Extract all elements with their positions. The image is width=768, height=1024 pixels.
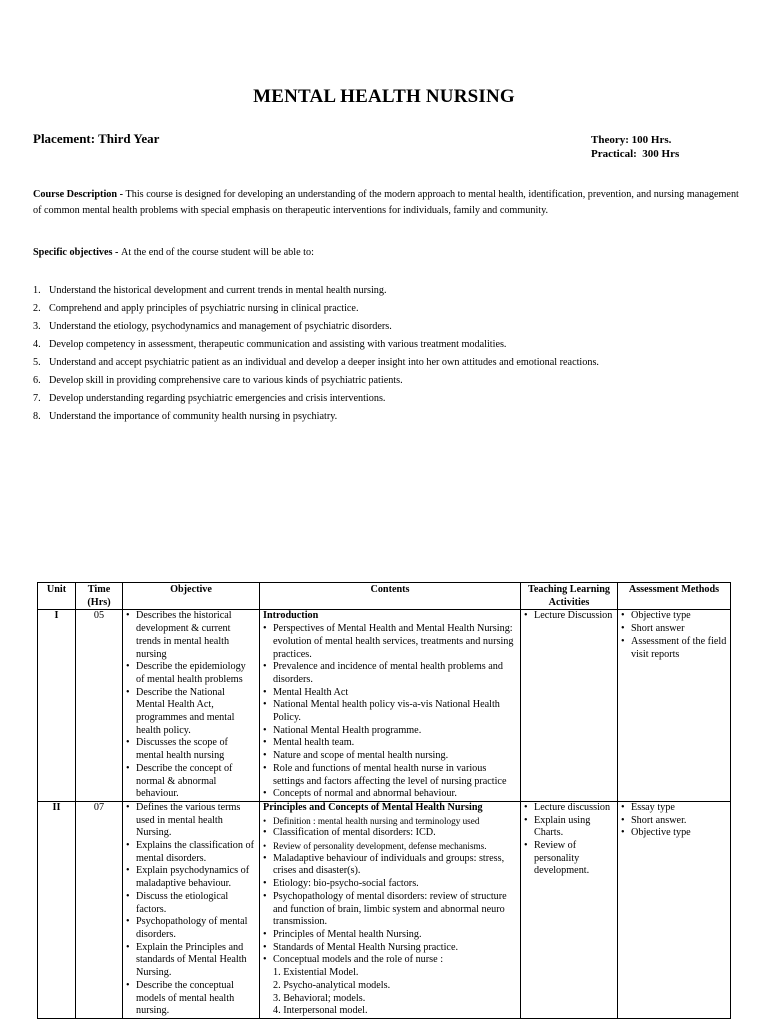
objective-item: 7. Develop understanding regarding psychiatric emergencies and crisis interventions.	[33, 393, 386, 404]
objective-item: 4. Develop competency in assessment, therapeutic communication and assisting with various treatment modalities.	[33, 339, 507, 350]
assessment-cell	[618, 610, 731, 802]
objective-cell	[123, 801, 260, 1018]
contents-bullet: • Review of personality development, defense mechanisms.	[263, 840, 517, 853]
assessment-bullet: • Short answer	[621, 623, 727, 636]
unit-cell: II	[38, 801, 76, 1018]
teaching-cell	[521, 801, 618, 1018]
assessment-bullet: • Assessment of the field visit reports	[621, 636, 727, 661]
objective-item: 2. Comprehend and apply principles of psychiatric nursing in clinical practice.	[33, 303, 359, 314]
contents-heading: Introduction	[263, 610, 319, 622]
objective-bullet: • Describe the epidemiology of mental health problems	[126, 661, 256, 686]
contents-bullet: • Role and functions of mental health nurse in various settings and factors affecting the level of nursing practice	[263, 763, 517, 788]
objective-bullet: • Describe the concept of normal & abnormal behaviour.	[126, 763, 256, 801]
header-assessment-methods: Assessment Methods	[618, 583, 731, 610]
contents-bullet: • National Mental health policy vis-a-vis National Health Policy.	[263, 699, 517, 724]
contents-bullet: • Perspectives of Mental Health and Mental Health Nursing: evolution of mental health services, treatments and nursing practices.	[263, 623, 517, 661]
objective-bullet: • Psychopathology of mental disorders.	[126, 916, 256, 941]
contents-bullet: • Etiology: bio-psycho-social factors.	[263, 878, 517, 891]
contents-bullet: • Concepts of normal and abnormal behaviour.	[263, 788, 517, 801]
contents-bullet: • Prevalence and incidence of mental health problems and disorders.	[263, 661, 517, 686]
objective-item: 8. Understand the importance of community health nursing in psychiatry.	[33, 411, 338, 422]
contents-bullet: • Classification of mental disorders: ICD.	[263, 827, 517, 840]
contents-bullet: • Standards of Mental Health Nursing practice.	[263, 942, 517, 955]
unit-cell: I	[38, 610, 76, 802]
objective-bullet: • Defines the various terms used in mental health Nursing.	[126, 802, 256, 840]
placement-label: Placement: Third Year	[33, 131, 160, 146]
practical-hours: Practical: 300 Hrs	[591, 148, 680, 160]
contents-cell	[260, 610, 521, 802]
objective-item: 3. Understand the etiology, psychodynamics and management of psychiatric disorders.	[33, 321, 392, 332]
teaching-cell	[521, 610, 618, 802]
teaching-bullet: • Lecture Discussion	[524, 610, 614, 623]
contents-bullet: • Mental Health Act	[263, 687, 517, 700]
document-title: MENTAL HEALTH NURSING	[253, 86, 515, 107]
objective-bullet: • Explain the Principles and standards of Mental Health Nursing.	[126, 942, 256, 980]
header-unit: Unit	[38, 583, 76, 610]
contents-bullet: • Maladaptive behaviour of individuals and groups: stress, crises and disaster(s).	[263, 853, 517, 878]
teaching-bullet: • Explain using Charts.	[524, 815, 614, 840]
table-header-row	[38, 583, 731, 610]
assessment-cell	[618, 801, 731, 1018]
table-row	[38, 610, 731, 802]
course-description-text: This course is designed for developing an understanding of the modern approach to mental health, identification, prevention, and nursing management of common mental health problems with special emphasis on therapeutic interventions for individuals, family and community.	[33, 189, 739, 216]
assessment-bullet: • Short answer.	[621, 815, 727, 828]
teaching-bullet: • Lecture discussion	[524, 802, 614, 815]
contents-bullet: • Nature and scope of mental health nursing.	[263, 750, 517, 763]
hours-block	[591, 133, 679, 161]
header-contents: Contents	[260, 583, 521, 610]
objectives-list	[33, 284, 733, 428]
course-description-label: Course Description -	[33, 189, 126, 200]
objective-item: 6. Develop skill in providing comprehensive care to various kinds of psychiatric patients.	[33, 375, 403, 386]
contents-bullet: • Mental health team.	[263, 737, 517, 750]
header-objective: Objective	[123, 583, 260, 610]
objective-item: 5. Understand and accept psychiatric patient as an individual and develop a deeper insight into her own attitudes and emotional reactions.	[33, 357, 599, 368]
objective-bullet: • Discuss the etiological factors.	[126, 891, 256, 916]
time-cell: 07	[76, 801, 123, 1018]
course-description	[33, 187, 745, 218]
objective-bullet: • Describe the conceptual models of mental health nursing.	[126, 980, 256, 1018]
contents-heading: Principles and Concepts of Mental Health Nursing	[263, 801, 483, 813]
model-item: 4. Interpersonal model.	[273, 1005, 368, 1017]
teaching-bullet: • Review of personality development.	[524, 840, 614, 878]
assessment-bullet: • Objective type	[621, 827, 727, 840]
assessment-bullet: • Objective type	[621, 610, 727, 623]
model-item: 3. Behavioral; models.	[273, 992, 366, 1004]
header-teaching-activities: Teaching Learning Activities	[521, 583, 618, 610]
model-item: 1. Existential Model.	[273, 967, 359, 979]
objective-cell	[123, 610, 260, 802]
contents-bullet: • National Mental Health programme.	[263, 725, 517, 738]
table-row	[38, 801, 731, 1018]
objective-bullet: • Discusses the scope of mental health nursing	[126, 737, 256, 762]
objective-bullet: • Explain psychodynamics of maladaptive behaviour.	[126, 865, 256, 890]
objective-item: 1. Understand the historical development and current trends in mental health nursing.	[33, 285, 387, 296]
model-item: 2. Psycho-analytical models.	[273, 979, 391, 991]
specific-objectives-intro	[33, 247, 314, 258]
contents-bullet: • Psychopathology of mental disorders: review of structure and function of brain, limbic system and abnormal neuro transmission.	[263, 891, 517, 929]
objective-bullet: • Explains the classification of mental disorders.	[126, 840, 256, 865]
assessment-bullet: • Essay type	[621, 802, 727, 815]
time-cell: 05	[76, 610, 123, 802]
contents-bullet: • Definition : mental health nursing and terminology used	[263, 815, 517, 828]
objective-bullet: • Describe the National Mental Health Act, programmes and mental health policy.	[126, 687, 256, 738]
specific-objectives-text: At the end of the course student will be able to:	[120, 247, 314, 258]
contents-bullet: • Principles of Mental health Nursing.	[263, 929, 517, 942]
header-time: Time (Hrs)	[76, 583, 123, 610]
contents-cell	[260, 801, 521, 1018]
objective-bullet: • Describes the historical development & current trends in mental health nursing	[126, 610, 256, 661]
contents-bullet: • Conceptual models and the role of nurse :	[263, 954, 517, 967]
specific-objectives-label: Specific objectives -	[33, 247, 121, 258]
course-table	[37, 582, 731, 1019]
theory-hours: Theory: 100 Hrs.	[591, 134, 672, 146]
